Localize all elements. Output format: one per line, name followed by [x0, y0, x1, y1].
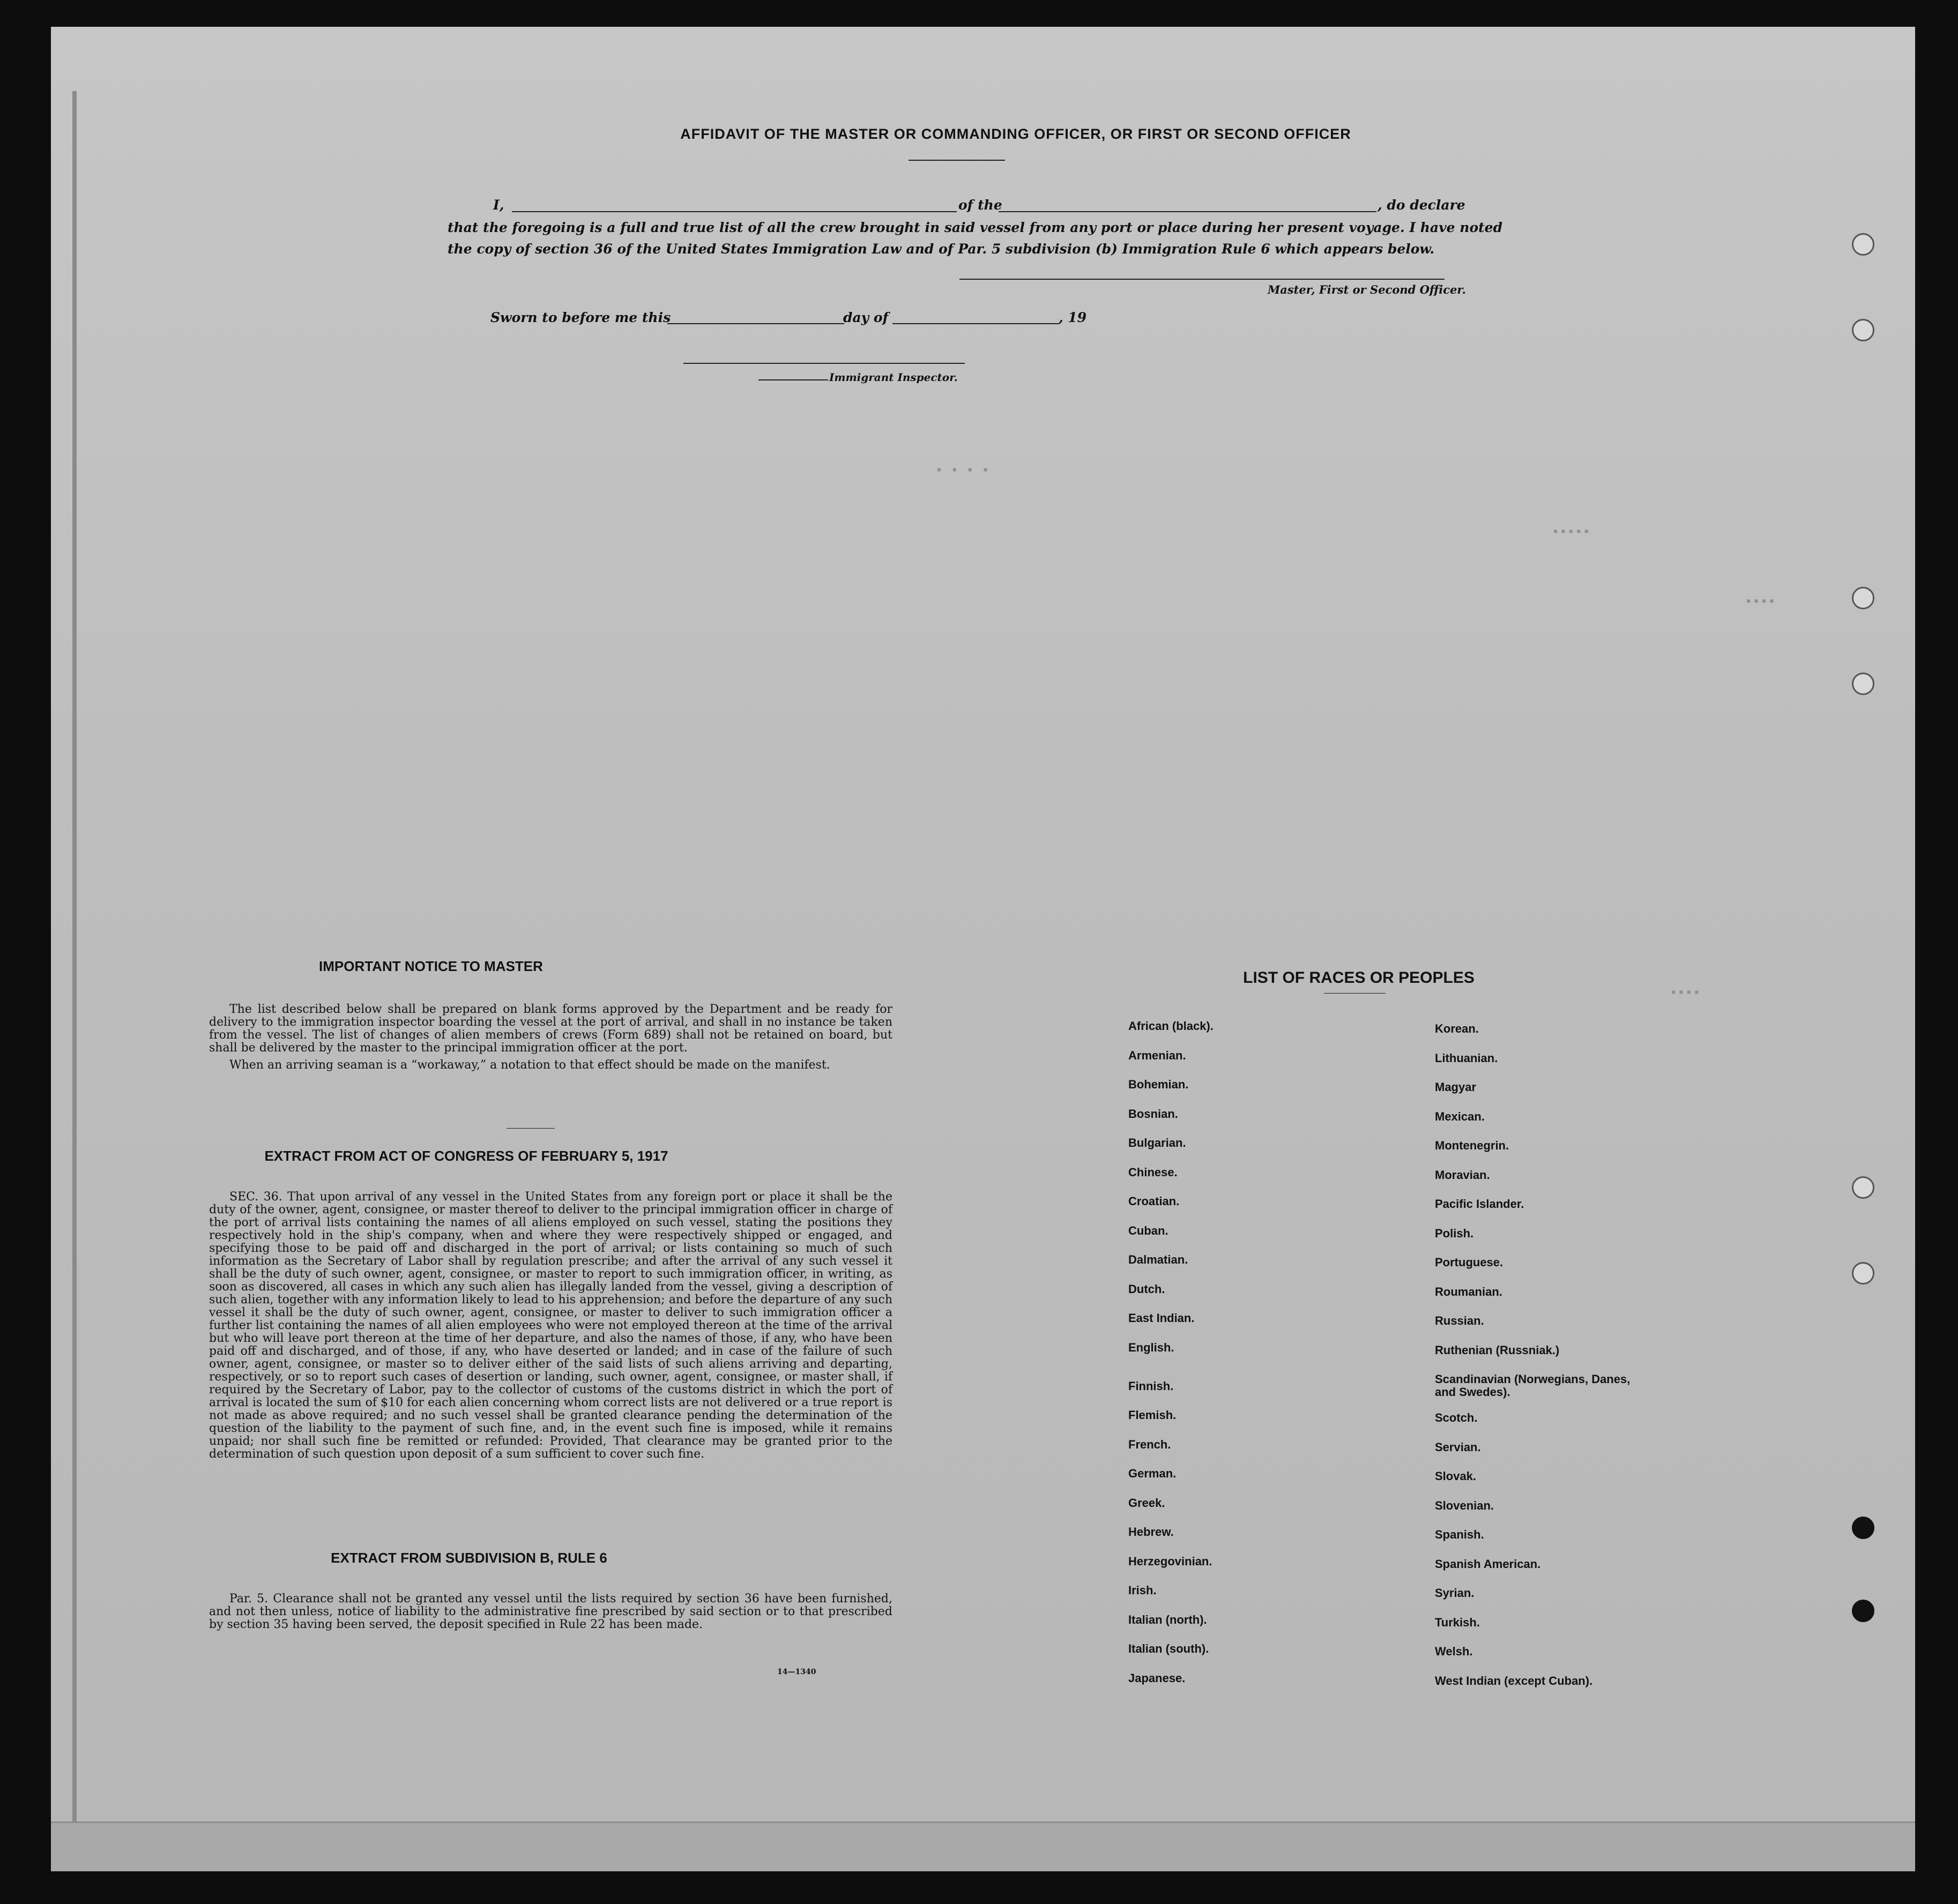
race-item: Herzegovinian. — [1128, 1554, 1212, 1568]
race-item: Polish. — [1435, 1226, 1474, 1240]
race-item: Flemish. — [1128, 1408, 1177, 1422]
affidavit-line-3: the copy of section 36 of the United States Immigration Law and of Par. 5 subdivision (b) Immigration Rule 6 which appears below. — [448, 241, 1435, 257]
race-item: Moravian. — [1435, 1168, 1490, 1182]
bleed-through-mark: ▪▪▪▪▪ — [1552, 525, 1591, 540]
race-item: Dalmatian. — [1128, 1253, 1188, 1266]
races-left-column — [1128, 1020, 1213, 1701]
race-item: Irish. — [1128, 1584, 1157, 1597]
race-item: English. — [1128, 1340, 1174, 1354]
notice-heading: IMPORTANT NOTICE TO MASTER — [319, 958, 543, 974]
race-item: Syrian. — [1435, 1586, 1475, 1600]
race-item: Spanish. — [1435, 1528, 1484, 1541]
name-blank[interactable] — [512, 211, 957, 212]
bleed-through-mark: ▪▪▪▪ — [1670, 986, 1701, 1000]
rule-heading: EXTRACT FROM SUBDIVISION B, RULE 6 — [331, 1550, 607, 1566]
form-number: 14—1340 — [777, 1668, 816, 1676]
race-item: Spanish American. — [1435, 1557, 1541, 1571]
sworn-day-of: day of — [843, 310, 889, 325]
notice-body — [209, 1003, 892, 1076]
rule-body — [209, 1593, 892, 1636]
sworn-day-blank[interactable] — [667, 323, 844, 324]
race-item: Portuguese. — [1435, 1256, 1503, 1269]
race-item: Russian. — [1435, 1314, 1484, 1327]
race-item: Italian (south). — [1128, 1642, 1209, 1655]
race-item: Bulgarian. — [1128, 1136, 1186, 1149]
act-section-36: SEC. 36. That upon arrival of any vessel in the United States from any foreign port or place it shall be the duty of the owner, agent, consignee, or master thereof to deliver to the principal immigration officer in charge of the port of arrival lists containing the names of all aliens employed on such vessel, stating the positions they respectively hold in the ship's company, when and where they were respectively shipped or engaged, and specifying those to be paid off and discharged in the port of arrival; or lists containing so much of such information as the Secretary of Labor shall by regulation prescribe; and after the arrival of any such vessel it shall be the duty of such owner, agent, consignee, or master to report to such immigration officer, in writing, as soon as discovered, all cases in which any such alien has illegally landed from the vessel, giving a description of such alien, together with any information likely to lead to his apprehension; and before the departure of any such vessel it shall be the duty of such owner, agent, consignee, or master to deliver to such immigration officer a further list containing the names of all alien employees who were not employed thereon at the time of the arrival but who will leave port thereon at the time of her departure, and also the names of those, if any, who have been paid off and discharged, and of those, if any, who have deserted or landed; and in case of the failure of such owner, agent, consignee, or master so to deliver either of the said lists of such aliens arriving and departing, respectively, or so to report such cases of desertion or landing, such owner, agent, consignee, or master shall, if required by the Secretary of Labor, pay to the collector of customs of the customs district in which the port of arrival is located the sum of $10 for each alien concerning whom correct lists are not delivered or a true report is not made as above required; and no such vessel shall be granted clearance pending the determination of the question of the liability to the payment of such fine, and, in the event such fine is imposed, while it remains unpaid; nor shall such fine be remitted or refunded: Provided, That clearance may be granted prior to the determination of such question upon deposit of a sum sufficient to cover such fine. — [209, 1190, 892, 1461]
race-item: Italian (north). — [1128, 1612, 1207, 1626]
sworn-month-blank[interactable] — [892, 323, 1059, 324]
sworn-prefix: Sworn to before me this — [490, 310, 671, 325]
inspector-label: Immigrant Inspector. — [829, 371, 958, 384]
affidavit-title: AFFIDAVIT OF THE MASTER OR COMMANDING OFFICER, OR FIRST OR SECOND OFFICER — [680, 126, 1351, 142]
notice-paragraph-2: When an arriving seaman is a “workaway,” a notation to that effect should be made on the manifest. — [229, 1058, 830, 1072]
binder-hole — [1852, 319, 1874, 341]
binder-hole — [1852, 587, 1874, 609]
race-item: Hebrew. — [1128, 1525, 1174, 1539]
race-item: Dutch. — [1128, 1282, 1165, 1296]
race-item: Croatian. — [1128, 1194, 1180, 1208]
act-heading: EXTRACT FROM ACT OF CONGRESS OF FEBRUARY 5, 1917 — [264, 1148, 668, 1164]
binder-hole — [1852, 1517, 1874, 1539]
notice-paragraph-1: The list described below shall be prepared on blank forms approved by the Department and be ready for delivery to the immigration inspector boarding the vessel at the port of arrival, and shall in no instance be taken from the vessel. The list of changes of alien members of crews (Form 689) shall not be retained on board, but shall be delivered by the master to the principal immigration officer at the port. — [209, 1003, 892, 1055]
race-item: Ruthenian (Russniak.) — [1435, 1343, 1560, 1357]
rule-paragraph-5: Par. 5. Clearance shall not be granted any vessel until the lists required by section 36 have been furnished, and not then unless, notice of liability to the administrative fine prescribed by said section or to that prescribed by section 35 having been served, the deposit specified in Rule 22 has been made. — [209, 1592, 892, 1631]
section-divider — [507, 1128, 555, 1129]
race-item: African (black). — [1128, 1019, 1213, 1033]
vessel-blank[interactable] — [999, 211, 1376, 212]
race-item: Magyar — [1435, 1080, 1477, 1094]
affidavit-line-2: that the foregoing is a full and true list of all the crew brought in said vessel from any port or place during her present voyage. I have noted — [448, 220, 1503, 235]
bleed-through-mark: ▪▪▪▪ — [1745, 595, 1776, 609]
page-bottom-edge — [51, 1821, 1915, 1871]
binder-hole — [1852, 1176, 1874, 1199]
act-body — [209, 1191, 892, 1465]
race-item: Welsh. — [1435, 1645, 1473, 1658]
race-item: West Indian (except Cuban). — [1435, 1674, 1593, 1688]
race-item: Armenian. — [1128, 1048, 1186, 1062]
races-right-column — [1435, 1022, 1649, 1704]
race-item: Pacific Islander. — [1435, 1197, 1524, 1211]
race-item: Scotch. — [1435, 1411, 1478, 1424]
inspector-short-line — [758, 379, 828, 380]
race-item: German. — [1128, 1467, 1177, 1480]
race-item: Servian. — [1435, 1440, 1481, 1454]
race-item: Scandinavian (Norwegians, Danes, and Swedes). — [1435, 1372, 1631, 1399]
signature-label: Master, First or Second Officer. — [1268, 283, 1466, 296]
race-item: Cuban. — [1128, 1223, 1168, 1237]
race-item: East Indian. — [1128, 1311, 1195, 1325]
document-page — [51, 27, 1915, 1871]
page-edge-shadow — [72, 91, 77, 1860]
binder-hole — [1852, 233, 1874, 256]
binder-hole — [1852, 1262, 1874, 1285]
binder-hole — [1852, 1600, 1874, 1622]
inspector-signature-line[interactable] — [683, 363, 965, 364]
race-item: Greek. — [1128, 1496, 1165, 1510]
races-heading-underline — [1324, 993, 1386, 994]
title-underline — [909, 160, 1005, 161]
binder-hole — [1852, 673, 1874, 695]
race-item: Slovak. — [1435, 1469, 1477, 1483]
races-heading: LIST OF RACES OR PEOPLES — [1243, 969, 1475, 987]
race-item: Montenegrin. — [1435, 1139, 1509, 1152]
affidavit-do-declare: , do declare — [1378, 197, 1465, 213]
signature-line[interactable] — [959, 279, 1445, 280]
race-item: Bosnian. — [1128, 1107, 1178, 1121]
race-item: Turkish. — [1435, 1615, 1480, 1629]
race-item: Slovenian. — [1435, 1498, 1494, 1512]
race-item: Mexican. — [1435, 1109, 1485, 1123]
race-item: Japanese. — [1128, 1671, 1186, 1685]
race-item: Bohemian. — [1128, 1078, 1189, 1091]
race-item: Korean. — [1435, 1022, 1479, 1035]
race-item: Roumanian. — [1435, 1285, 1502, 1298]
race-item: French. — [1128, 1437, 1171, 1451]
race-item: Lithuanian. — [1435, 1051, 1498, 1065]
bleed-through-mark: ▪ ▪ ▪ ▪ — [935, 464, 989, 478]
affidavit-i: I, — [493, 197, 504, 213]
affidavit-of-the: of the — [958, 197, 1002, 213]
race-item: Chinese. — [1128, 1165, 1178, 1179]
race-item: Finnish. — [1128, 1379, 1174, 1393]
sworn-year: , 19 — [1059, 310, 1087, 325]
